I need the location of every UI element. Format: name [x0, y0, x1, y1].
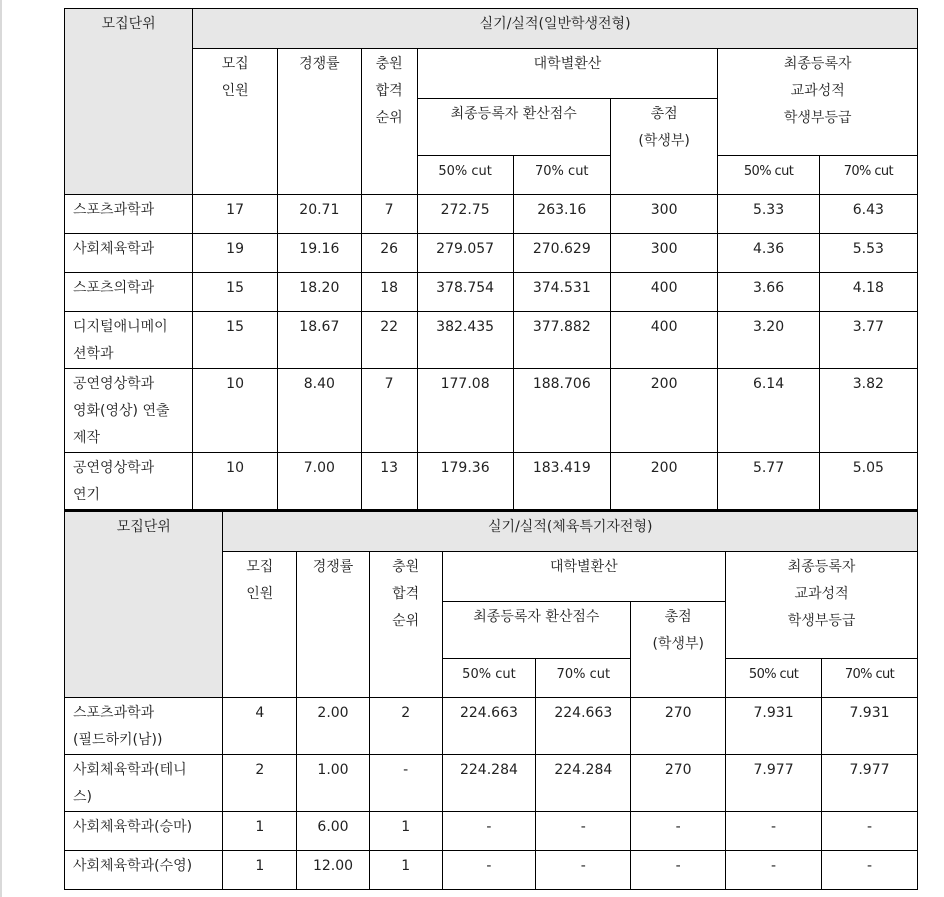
- grade-cut50-cell: 5.77: [718, 453, 819, 511]
- table-row: [65, 195, 918, 234]
- score-cut70-cell: 263.16: [513, 195, 610, 234]
- rate-header: 경쟁률: [277, 49, 361, 195]
- grade-cut50-cell: 3.66: [718, 273, 819, 312]
- score-cut50-header: 50% cut: [442, 659, 536, 698]
- count-cell: 1: [223, 812, 297, 851]
- general-table-body: [65, 195, 918, 511]
- group-title: 실기/실적(체육특기자전형): [223, 512, 918, 552]
- total-header: 총점 (학생부): [610, 99, 718, 195]
- unit-cell: 사회체육학과(테니 스): [65, 755, 223, 812]
- conversion-header: 대학별환산: [442, 552, 726, 602]
- grade-cut50-header: 50% cut: [726, 659, 822, 698]
- table-row: [65, 698, 918, 755]
- unit-cell: 공연영상학과 영화(영상) 연출 제작: [65, 369, 193, 453]
- grade-cut50-cell: 3.20: [718, 312, 819, 369]
- score-cut70-cell: -: [536, 851, 631, 890]
- waitlist-rank-cell: 26: [361, 234, 417, 273]
- athlete-table-body: [65, 698, 918, 890]
- rate-cell: 7.00: [277, 453, 361, 511]
- waitlist-rank-cell: 22: [361, 312, 417, 369]
- waitlist-rank-cell: 1: [369, 851, 442, 890]
- count-header: 모집 인원: [223, 552, 297, 698]
- total-score-cell: -: [631, 851, 726, 890]
- score-cut50-cell: 378.754: [417, 273, 513, 312]
- waitlist-rank-cell: 1: [369, 812, 442, 851]
- score-cut50-cell: -: [442, 851, 536, 890]
- waitlist-header: 충원 합격 순위: [369, 552, 442, 698]
- rate-cell: 6.00: [297, 812, 370, 851]
- table-row: [65, 453, 918, 511]
- total-score-cell: 270: [631, 755, 726, 812]
- count-cell: 1: [223, 851, 297, 890]
- admission-results-document: [64, 8, 918, 890]
- total-header: 총점 (학생부): [631, 602, 726, 698]
- rate-cell: 2.00: [297, 698, 370, 755]
- waitlist-rank-cell: -: [369, 755, 442, 812]
- unit-cell: 스포츠과학과 (필드하키(남)): [65, 698, 223, 755]
- count-cell: 10: [193, 453, 278, 511]
- grade-cut50-cell: 7.977: [726, 755, 822, 812]
- unit-cell: 사회체육학과(수영): [65, 851, 223, 890]
- score-cut70-header: 70% cut: [513, 156, 610, 195]
- grade-cut70-cell: -: [822, 812, 918, 851]
- score-cut70-cell: 188.706: [513, 369, 610, 453]
- score-cut50-cell: -: [442, 812, 536, 851]
- grade-header: 최종등록자 교과성적 학생부등급: [718, 49, 918, 156]
- total-score-cell: 400: [610, 273, 718, 312]
- waitlist-rank-cell: 18: [361, 273, 417, 312]
- total-score-cell: 400: [610, 312, 718, 369]
- table-row: [65, 273, 918, 312]
- unit-cell: 사회체육학과: [65, 234, 193, 273]
- grade-header: 최종등록자 교과성적 학생부등급: [726, 552, 918, 659]
- total-score-cell: 300: [610, 234, 718, 273]
- score-cut70-header: 70% cut: [536, 659, 631, 698]
- conversion-header: 대학별환산: [417, 49, 718, 99]
- waitlist-rank-cell: 7: [361, 195, 417, 234]
- score-cut50-cell: 224.284: [442, 755, 536, 812]
- table-row: [65, 234, 918, 273]
- count-cell: 17: [193, 195, 278, 234]
- grade-cut70-cell: -: [822, 851, 918, 890]
- score-cut50-cell: 177.08: [417, 369, 513, 453]
- group-title: 실기/실적(일반학생전형): [193, 9, 918, 49]
- grade-cut70-cell: 3.82: [819, 369, 917, 453]
- unit-header: 모집단위: [65, 512, 223, 698]
- waitlist-rank-cell: 13: [361, 453, 417, 511]
- unit-cell: 디지털애니메이 션학과: [65, 312, 193, 369]
- grade-cut50-cell: -: [726, 851, 822, 890]
- conversion-score-header: 최종등록자 환산점수: [442, 602, 631, 659]
- grade-cut50-cell: 5.33: [718, 195, 819, 234]
- grade-cut50-cell: 7.931: [726, 698, 822, 755]
- waitlist-rank-cell: 7: [361, 369, 417, 453]
- total-score-cell: 300: [610, 195, 718, 234]
- grade-cut70-cell: 5.05: [819, 453, 917, 511]
- general-admission-table: [64, 8, 918, 511]
- rate-header: 경쟁률: [297, 552, 370, 698]
- unit-cell: 사회체육학과(승마): [65, 812, 223, 851]
- rate-cell: 8.40: [277, 369, 361, 453]
- unit-cell: 공연영상학과 연기: [65, 453, 193, 511]
- rate-cell: 20.71: [277, 195, 361, 234]
- score-cut50-cell: 382.435: [417, 312, 513, 369]
- unit-cell: 스포츠의학과: [65, 273, 193, 312]
- grade-cut50-header: 50% cut: [718, 156, 819, 195]
- grade-cut70-header: 70% cut: [819, 156, 917, 195]
- table-row: [65, 851, 918, 890]
- unit-header: 모집단위: [65, 9, 193, 195]
- left-edge-line: [0, 0, 2, 897]
- grade-cut50-cell: 6.14: [718, 369, 819, 453]
- score-cut50-cell: 272.75: [417, 195, 513, 234]
- unit-cell: 스포츠과학과: [65, 195, 193, 234]
- score-cut70-cell: -: [536, 812, 631, 851]
- grade-cut70-cell: 4.18: [819, 273, 917, 312]
- table-row: [65, 755, 918, 812]
- count-cell: 15: [193, 273, 278, 312]
- score-cut70-cell: 224.663: [536, 698, 631, 755]
- athlete-admission-table: [64, 511, 918, 890]
- score-cut70-cell: 183.419: [513, 453, 610, 511]
- rate-cell: 12.00: [297, 851, 370, 890]
- grade-cut70-cell: 5.53: [819, 234, 917, 273]
- rate-cell: 18.67: [277, 312, 361, 369]
- count-cell: 19: [193, 234, 278, 273]
- table-row: [65, 312, 918, 369]
- rate-cell: 18.20: [277, 273, 361, 312]
- grade-cut70-cell: 6.43: [819, 195, 917, 234]
- count-cell: 2: [223, 755, 297, 812]
- score-cut50-cell: 179.36: [417, 453, 513, 511]
- grade-cut70-header: 70% cut: [822, 659, 918, 698]
- score-cut50-cell: 279.057: [417, 234, 513, 273]
- total-score-cell: 200: [610, 453, 718, 511]
- rate-cell: 1.00: [297, 755, 370, 812]
- score-cut70-cell: 377.882: [513, 312, 610, 369]
- count-header: 모집 인원: [193, 49, 278, 195]
- total-score-cell: -: [631, 812, 726, 851]
- waitlist-header: 충원 합격 순위: [361, 49, 417, 195]
- grade-cut70-cell: 3.77: [819, 312, 917, 369]
- conversion-score-header: 최종등록자 환산점수: [417, 99, 610, 156]
- table-row: [65, 812, 918, 851]
- score-cut50-header: 50% cut: [417, 156, 513, 195]
- total-score-cell: 270: [631, 698, 726, 755]
- count-cell: 15: [193, 312, 278, 369]
- total-score-cell: 200: [610, 369, 718, 453]
- grade-cut70-cell: 7.977: [822, 755, 918, 812]
- rate-cell: 19.16: [277, 234, 361, 273]
- score-cut70-cell: 224.284: [536, 755, 631, 812]
- grade-cut50-cell: 4.36: [718, 234, 819, 273]
- waitlist-rank-cell: 2: [369, 698, 442, 755]
- score-cut50-cell: 224.663: [442, 698, 536, 755]
- grade-cut50-cell: -: [726, 812, 822, 851]
- grade-cut70-cell: 7.931: [822, 698, 918, 755]
- table-row: [65, 369, 918, 453]
- score-cut70-cell: 374.531: [513, 273, 610, 312]
- count-cell: 10: [193, 369, 278, 453]
- score-cut70-cell: 270.629: [513, 234, 610, 273]
- count-cell: 4: [223, 698, 297, 755]
